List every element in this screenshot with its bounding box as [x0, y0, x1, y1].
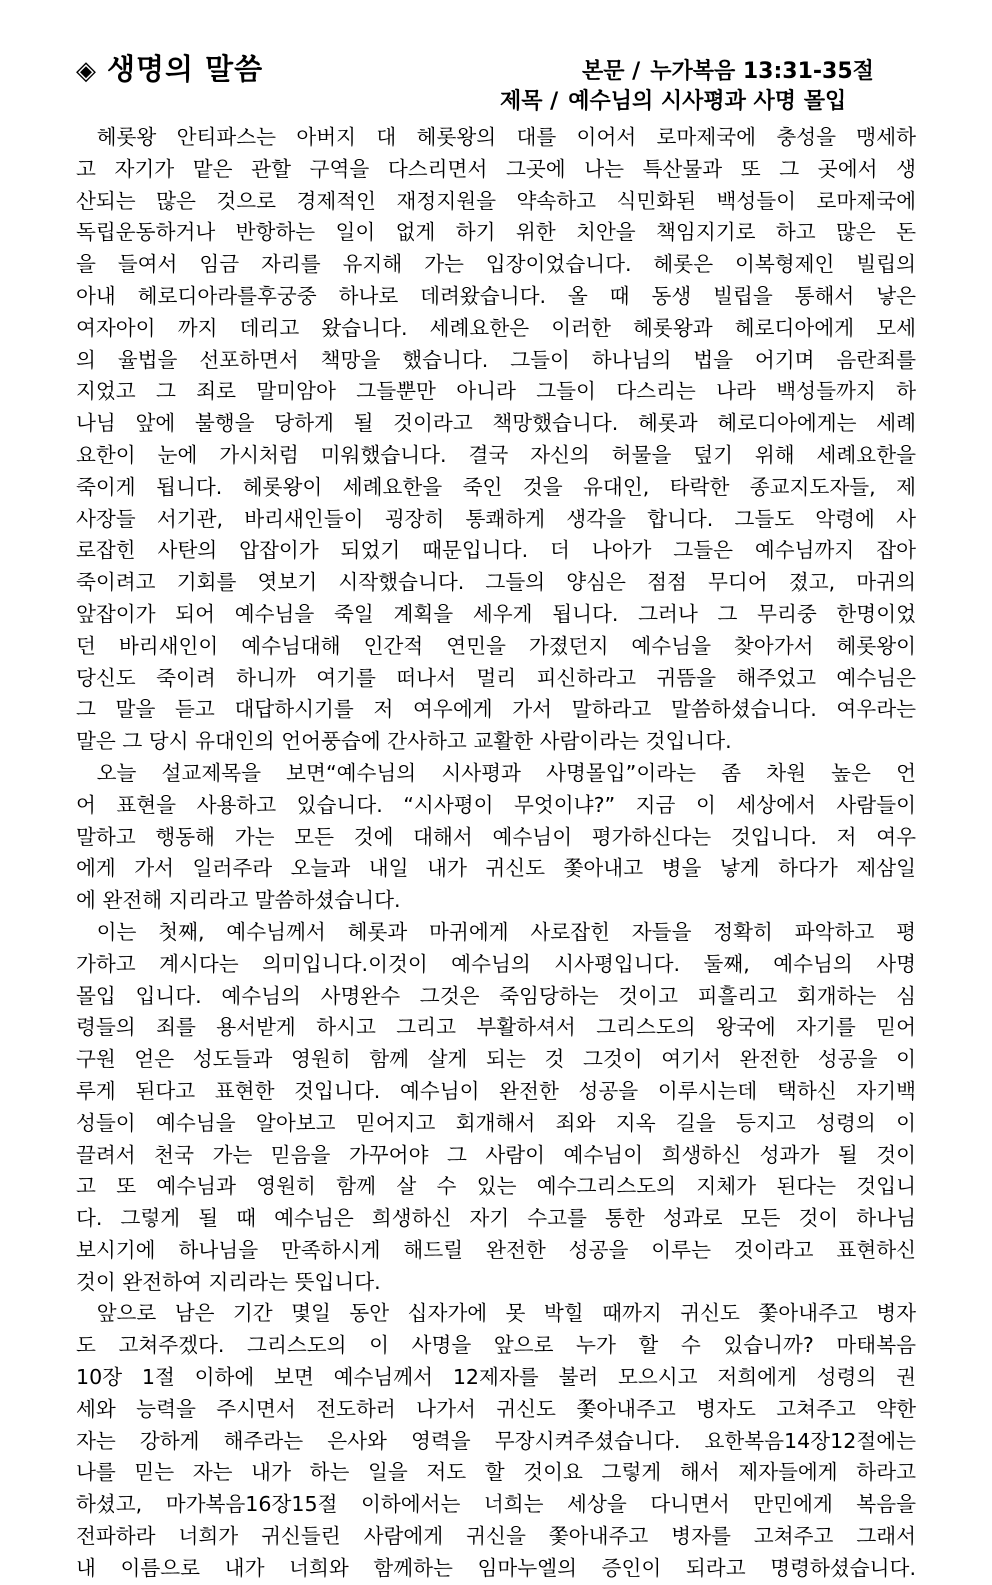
sermon-title-label: 제목 /: [500, 89, 559, 114]
body-line: 보시기에 하나님을 만족하시게 해드릴 완전한 성공을 이루는 것이라고 표현하신: [76, 1237, 916, 1262]
scripture-label: 본문 /: [582, 59, 641, 84]
body-line: 나를 믿는 자는 내가 하는 일을 저도 할 것이요 그렇게 해서 제자들에게 하라고: [76, 1460, 916, 1485]
body-line: 그 말을 듣고 대답하시기를 저 여우에게 가서 말하라고 말씀하셨습니다. 여우라는: [76, 697, 916, 722]
body-line: 에 완전해 지리라고 말씀하셨습니다.: [76, 888, 401, 913]
body-line: 에게 가서 일러주라 오늘과 내일 내가 귀신도 쫓아내고 병을 낳게 하다가 제삼일: [76, 856, 916, 881]
body-line: 여자아이 까지 데리고 왔습니다. 세례요한은 이러한 헤롯왕과 헤로디아에게 모세: [76, 315, 916, 340]
body-line: 내 이름으로 내가 너희와 함께하는 임마누엘의 증인이 되라고 명령하셨습니다.: [76, 1555, 916, 1580]
section-title: [76, 50, 263, 90]
body-line: 10장 1절 이하에 보면 예수님께서 12제자를 불러 모으시고 저희에게 성령의 권: [76, 1365, 916, 1390]
body-line: 아내 헤로디아라를후궁중 하나로 데려왔습니다. 올 때 동생 빌립을 통해서 낳은: [76, 283, 916, 308]
body-line: 끌려서 천국 가는 믿음을 가꾸어야 그 사람이 예수님이 희생하신 성과가 될 것이: [76, 1142, 916, 1167]
body-line: 요한이 눈에 가시처럼 미워했습니다. 결국 자신의 허물을 덮기 위해 세례요한을: [76, 442, 916, 467]
body-line: 앞잡이가 되어 예수님을 죽일 계획을 세우게 됩니다. 그러나 그 무리중 한명이었: [76, 601, 916, 626]
body-line: 의 율법을 선포하면서 책망을 했습니다. 그들이 하나님의 법을 어기며 음란죄를: [76, 347, 916, 372]
body-line: 던 바리새인이 예수님대해 인간적 연민을 가졌던지 예수님을 찾아가서 헤롯왕이: [76, 633, 916, 658]
sermon-title: [500, 87, 846, 117]
body-line: 로잡힌 사탄의 압잡이가 되었기 때문입니다. 더 나아가 그들은 예수님까지 잡아: [76, 538, 916, 563]
body-line: 전파하라 너희가 귀신들린 사람에게 귀신을 쫓아내주고 병자를 고쳐주고 그래서: [76, 1524, 916, 1549]
body-line: 죽이려고 기회를 엿보기 시작했습니다. 그들의 양심은 점점 무디어 졌고, 마귀의: [76, 570, 916, 595]
body-line: 이는 첫째, 예수님께서 헤롯과 마귀에게 사로잡힌 자들을 정확히 파악하고 평: [96, 919, 916, 944]
body-line: 앞으로 남은 기간 몇일 동안 십자가에 못 박힐 때까지 귀신도 쫓아내주고 병자: [96, 1301, 916, 1326]
body-line: 몰입 입니다. 예수님의 사명완수 그것은 죽임당하는 것이고 피흘리고 회개하는 심: [76, 983, 916, 1008]
body-line: 세와 능력을 주시면서 전도하러 나가서 귀신도 쫓아내주고 병자도 고쳐주고 약한: [76, 1396, 916, 1421]
body-line: 구원 얻은 성도들과 영원히 함께 살게 되는 것 그것이 여기서 완전한 성공을 이: [76, 1047, 916, 1072]
body-line: 고 또 예수님과 영원히 함께 살 수 있는 예수그리스도의 지체가 된다는 것입니: [76, 1174, 916, 1199]
body-line: 가하고 계시다는 의미입니다.이것이 예수님의 시사평입니다. 둘째, 예수님의 사명: [76, 951, 916, 976]
body-line: 산되는 많은 것으로 경제적인 재정지원을 약속하고 식민화된 백성들이 로마제국에: [76, 188, 916, 213]
body-line: 나님 앞에 불행을 당하게 될 것이라고 책망했습니다. 헤롯과 헤로디아에게는 세례: [76, 411, 916, 436]
body-line: 다. 그렇게 될 때 예수님은 희생하신 자기 수고를 통한 성과로 모든 것이 하나님: [76, 1206, 916, 1231]
body-line: 당신도 죽이려 하니까 여기를 떠나서 멀리 피신하라고 귀뜸을 해주었고 예수님은: [76, 665, 916, 690]
body-line: 도 고쳐주겠다. 그리스도의 이 사명을 앞으로 누가 할 수 있습니까? 마태복음: [76, 1333, 916, 1358]
body-line: 하셨고, 마가복음16장15절 이하에서는 너희는 세상을 다니면서 만민에게 복음을: [76, 1492, 916, 1517]
body-line: 독립운동하거나 반항하는 일이 없게 하기 위한 치안을 책임지기로 하고 많은 돈: [76, 220, 916, 245]
body-line: 고 자기가 맡은 관할 구역을 다스리면서 그곳에 나는 특산물과 또 그 곳에서 생: [76, 156, 916, 181]
sermon-title-text: 예수님의 시사평과 사명 몰입: [568, 89, 847, 114]
body-line: 루게 된다고 표현한 것입니다. 예수님이 완전한 성공을 이루시는데 택하신 자기백: [76, 1078, 916, 1103]
body-line: 지었고 그 죄로 말미암아 그들뿐만 아니라 그들이 다스리는 나라 백성들까지 하: [76, 379, 916, 404]
body-line: 어 표현을 사용하고 있습니다. “시사평이 무엇이냐?” 지금 이 세상에서 사람들이: [76, 792, 916, 817]
scripture-ref: 누가복음 13:31-35절: [650, 59, 874, 84]
sermon-body: [76, 122, 916, 1585]
scripture-reference: [582, 57, 874, 87]
body-line: 죽이게 됩니다. 헤롯왕이 세례요한을 죽인 것을 유대인, 타락한 종교지도자들, 제: [76, 474, 916, 499]
body-line: 사장들 서기관, 바리새인들이 굉장히 통쾌하게 생각을 합니다. 그들도 악령에 사: [76, 506, 916, 531]
body-line: 을 들여서 임금 자리를 유지해 가는 입장이었습니다. 헤롯은 이복형제인 빌립의: [76, 252, 916, 277]
body-line: 성들이 예수님을 알아보고 믿어지고 회개해서 죄와 지옥 길을 등지고 성령의 이: [76, 1110, 916, 1135]
section-title-text: 생명의 말씀: [107, 52, 264, 86]
diamond-bullet-icon: ◈: [76, 56, 97, 86]
body-line: 자는 강하게 해주라는 은사와 영력을 무장시켜주셨습니다. 요한복음14장12절에는: [76, 1428, 916, 1453]
body-line: 말은 그 당시 유대인의 언어풍습에 간사하고 교활한 사람이라는 것입니다.: [76, 729, 732, 754]
body-line: 오늘 설교제목을 보면“예수님의 시사평과 사명몰입”이라는 좀 차원 높은 언: [96, 760, 916, 785]
body-line: 령들의 죄를 용서받게 하시고 그리고 부활하셔서 그리스도의 왕국에 자기를 믿어: [76, 1015, 916, 1040]
body-line: 헤롯왕 안티파스는 아버지 대 헤롯왕의 대를 이어서 로마제국에 충성을 맹세하: [96, 125, 916, 149]
body-line: 말하고 행동해 가는 모든 것에 대해서 예수님이 평가하신다는 것입니다. 저 여우: [76, 824, 916, 849]
body-line: 것이 완전하여 지리라는 뜻입니다.: [76, 1269, 381, 1294]
